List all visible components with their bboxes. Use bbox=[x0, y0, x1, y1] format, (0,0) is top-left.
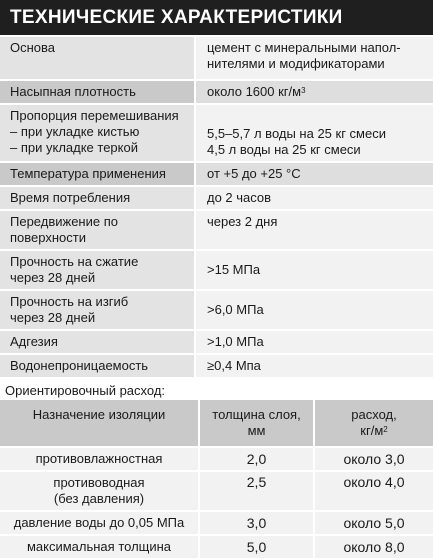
spec-label: Прочность на сжатие через 28 дней bbox=[0, 251, 194, 289]
header-thickness: толщина слоя, мм bbox=[200, 400, 313, 446]
spec-value: >1,0 МПа bbox=[196, 331, 433, 353]
spec-row-temperature bbox=[0, 163, 433, 185]
row-purpose: давление воды до 0,05 МПа bbox=[0, 512, 198, 534]
spec-value: до 2 часов bbox=[196, 187, 433, 209]
spec-label: Насыпная плотность bbox=[0, 81, 194, 103]
spec-value: 5,5–5,7 л воды на 25 кг смеси 4,5 л воды на 25 кг смеси bbox=[196, 105, 433, 161]
row-purpose: противоводная (без давления) bbox=[0, 472, 198, 510]
spec-row-base bbox=[0, 37, 433, 79]
row-thickness: 5,0 bbox=[200, 536, 313, 558]
usage-section-title: Ориентировочный расход: bbox=[5, 383, 166, 398]
spec-value: через 2 дня bbox=[196, 211, 433, 249]
spec-value: >15 МПа bbox=[196, 251, 433, 289]
row-consumption: около 4,0 bbox=[315, 472, 433, 510]
spec-row-adhesion bbox=[0, 331, 433, 353]
spec-value: от +5 до +25 °С bbox=[196, 163, 433, 185]
consumption-table-header bbox=[0, 400, 433, 446]
spec-row-mixing bbox=[0, 105, 433, 161]
spec-label: Пропорция перемешивания – при укладке кистью – при укладке теркой bbox=[0, 105, 194, 161]
spec-label: Водонепроницаемость bbox=[0, 355, 194, 377]
spec-row-flexural bbox=[0, 291, 433, 329]
row-thickness: 3,0 bbox=[200, 512, 313, 534]
row-purpose: максимальная толщина bbox=[0, 536, 198, 558]
spec-label: Адгезия bbox=[0, 331, 194, 353]
header-consumption: расход, $кг/м^2$ bbox=[315, 400, 433, 446]
spec-row-foot-traffic bbox=[0, 211, 433, 249]
row-consumption: около 8,0 bbox=[315, 536, 433, 558]
row-purpose: противовлажностная bbox=[0, 448, 198, 470]
section-title: ТЕХНИЧЕСКИЕ ХАРАКТЕРИСТИКИ bbox=[0, 0, 433, 35]
consumption-table bbox=[0, 400, 433, 560]
specs-table bbox=[0, 37, 433, 379]
header-purpose: Назначение изоляции bbox=[0, 400, 198, 446]
table-row bbox=[0, 536, 433, 558]
row-consumption: около 3,0 bbox=[315, 448, 433, 470]
spec-label: Прочность на изгиб через 28 дней bbox=[0, 291, 194, 329]
spec-row-density bbox=[0, 81, 433, 103]
spec-row-waterproof bbox=[0, 355, 433, 377]
spec-row-compressive bbox=[0, 251, 433, 289]
row-thickness: 2,0 bbox=[200, 448, 313, 470]
table-row bbox=[0, 512, 433, 534]
spec-value: >6,0 МПа bbox=[196, 291, 433, 329]
spec-label: Основа bbox=[0, 37, 194, 79]
table-row bbox=[0, 472, 433, 510]
spec-value: около 1600 $кг/м^3$ bbox=[196, 81, 433, 103]
spec-value: ≥0,4 Мпа bbox=[196, 355, 433, 377]
row-thickness: 2,5 bbox=[200, 472, 313, 510]
spec-label: Время потребления bbox=[0, 187, 194, 209]
spec-row-pot-life bbox=[0, 187, 433, 209]
spec-label: Температура применения bbox=[0, 163, 194, 185]
row-consumption: около 5,0 bbox=[315, 512, 433, 534]
table-row bbox=[0, 448, 433, 470]
spec-value: цемент с минеральными напол- нителями и модификаторами bbox=[196, 37, 433, 79]
spec-label: Передвижение по поверхности bbox=[0, 211, 194, 249]
